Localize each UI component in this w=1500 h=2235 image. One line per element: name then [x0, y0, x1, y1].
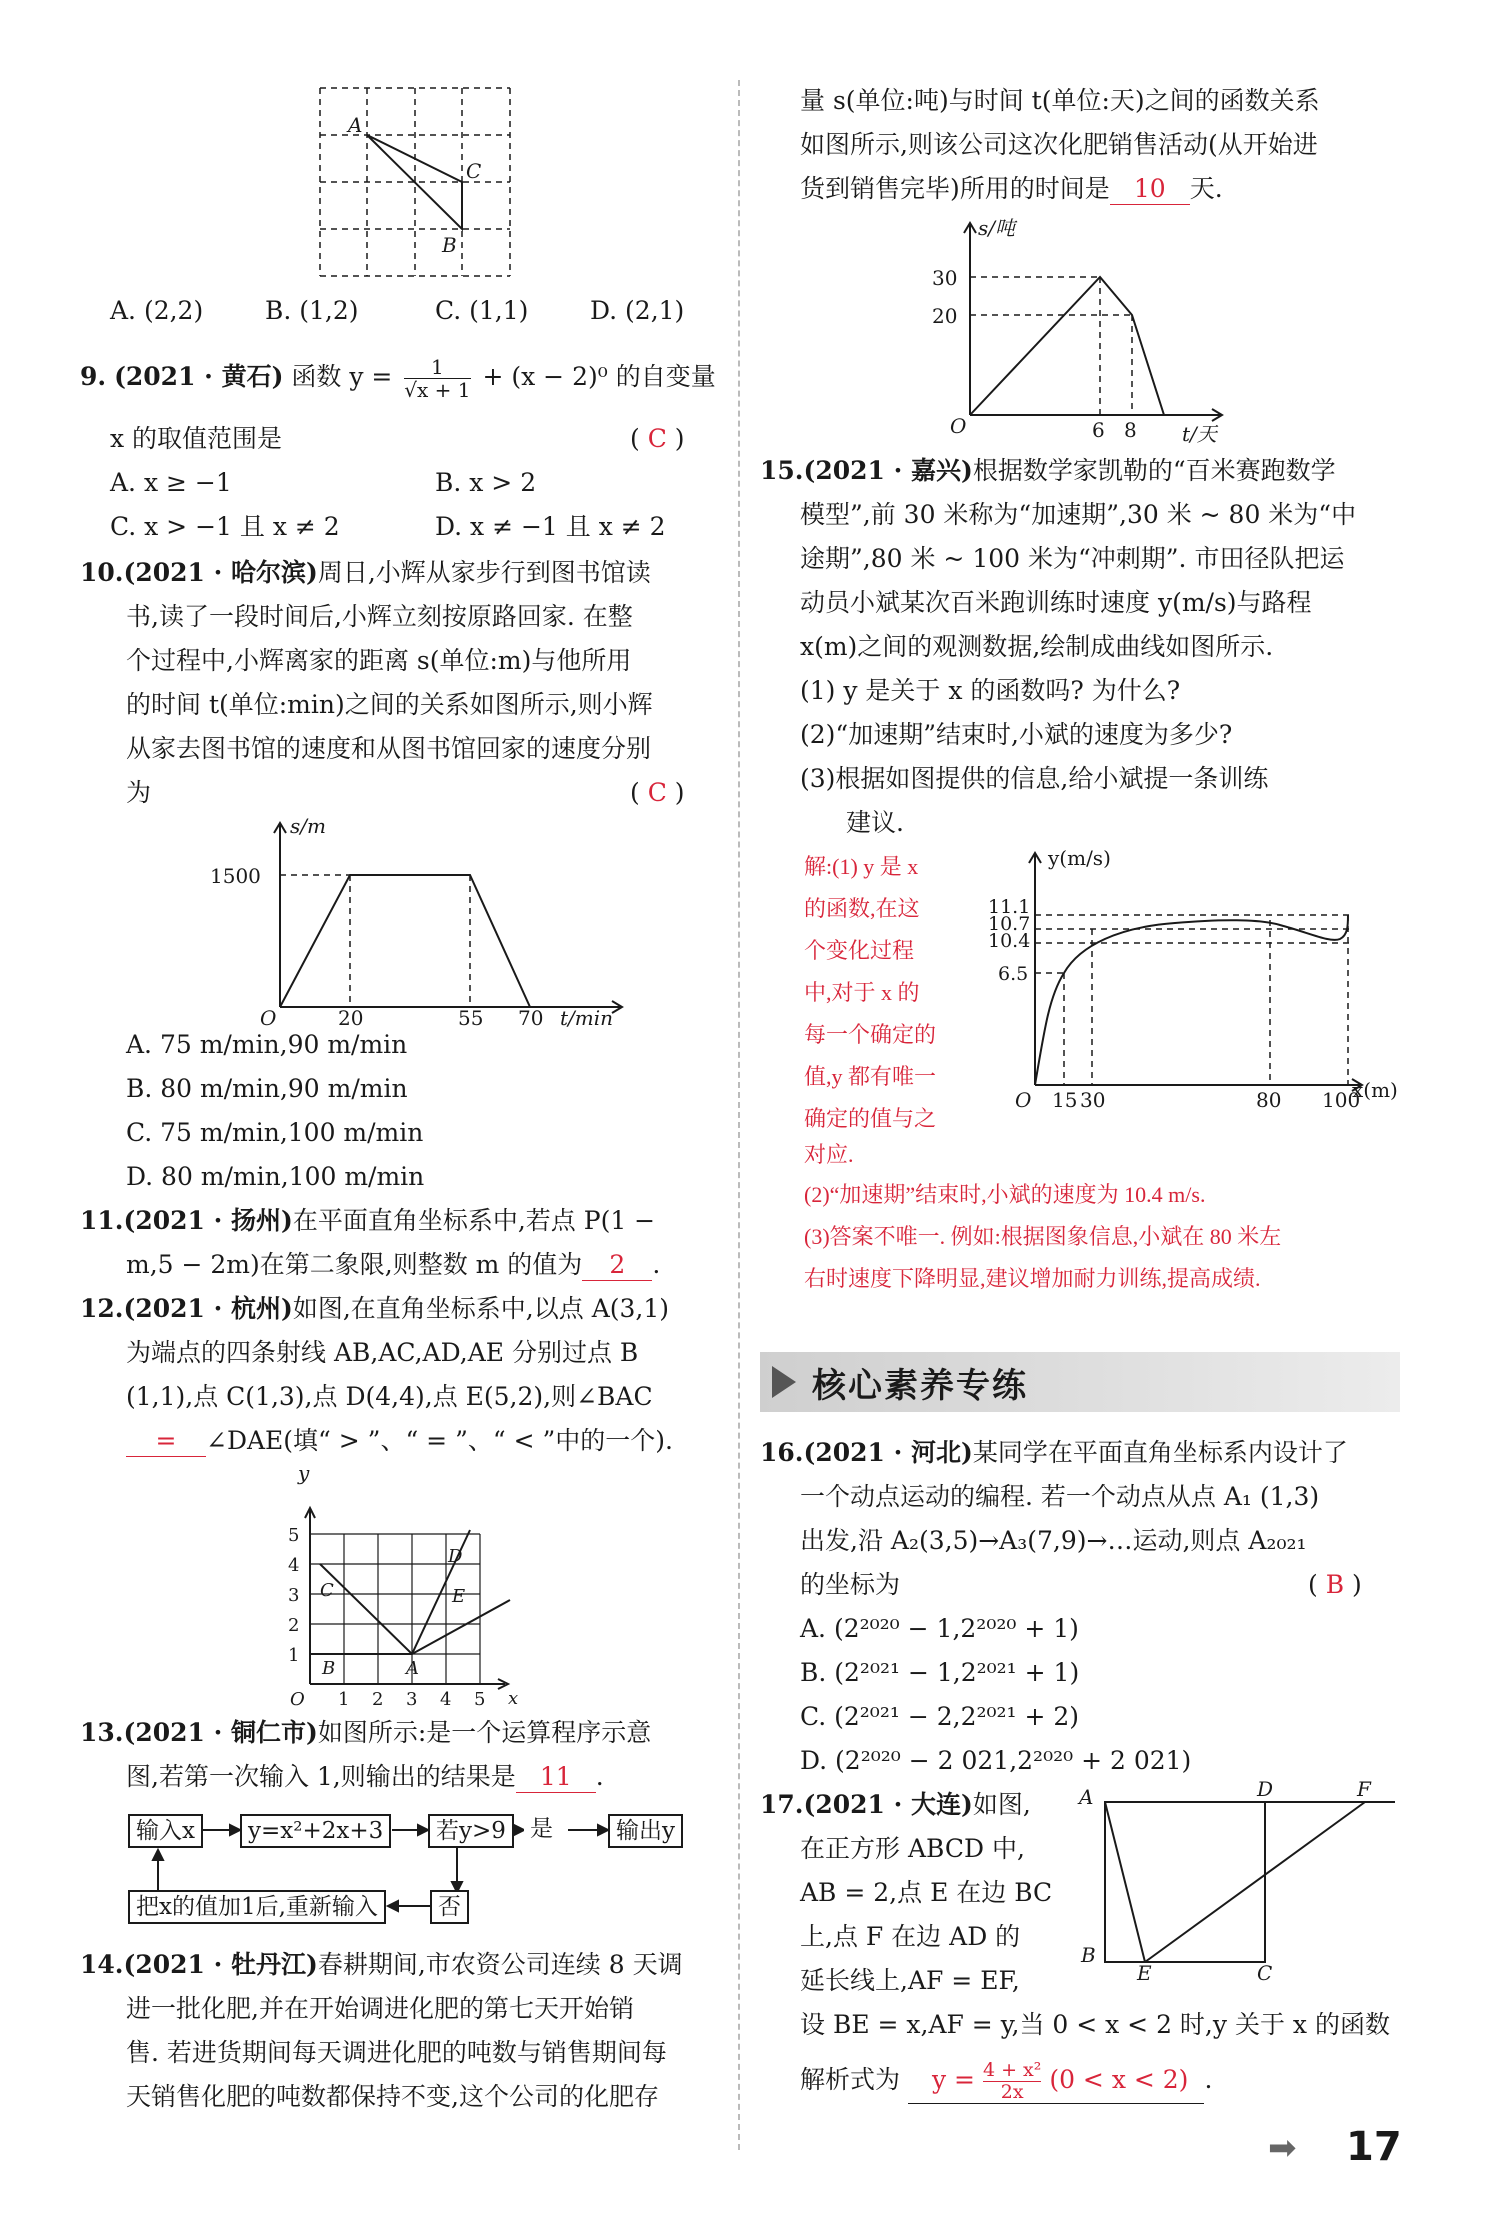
q16-answer-value: B — [1325, 1570, 1345, 1599]
q10-option-d: D. 80 m/min,100 m/min — [126, 1162, 425, 1191]
q15-x-100: 100 — [1322, 1088, 1361, 1112]
q13-text-2: 图,若第一次输入 1,则输出的结果是 — [126, 1762, 516, 1791]
q10-ylabel: s/m — [290, 814, 326, 838]
q16-answer: ( B ) — [1308, 1570, 1362, 1599]
q17-point-f: F — [1357, 1777, 1371, 1801]
q9-option-a: A. x ≥ −1 — [110, 468, 232, 497]
q14-text-6: 如图所示,则该公司这次化肥销售活动(从开始进 — [800, 130, 1318, 159]
q11-line2 — [126, 1250, 660, 1281]
q14-text-3: 售. 若进货期间每天调进化肥的吨数与销售期间每 — [126, 2038, 667, 2067]
q15-sol-3: 个变化过程 — [804, 938, 915, 963]
q14-origin: O — [950, 414, 967, 438]
q17-answer-fraction — [983, 2060, 1041, 2103]
q17-text-3: AB = 2,点 E 在边 BC — [800, 1878, 1053, 1907]
q15-x-15: 15 — [1052, 1088, 1078, 1112]
q12-xtick-4: 4 — [440, 1689, 452, 1710]
q12-point-e: E — [452, 1586, 466, 1607]
q13-flow-no: 否 — [430, 1890, 469, 1924]
q17-point-b: B — [1081, 1943, 1096, 1967]
q8-option-b: B. (1,2) — [265, 296, 359, 325]
q13-answer: 11 — [516, 1762, 596, 1793]
q14-text-4: 天销售化肥的吨数都保持不变,这个公司的化肥存 — [126, 2082, 659, 2111]
q9-frac-den: √x + 1 — [404, 378, 471, 402]
q11-number: 11. — [80, 1206, 124, 1235]
q13-period: . — [595, 1762, 604, 1791]
q13-flow-condition: 若y>9 — [428, 1814, 514, 1848]
q8-point-a: A — [348, 113, 363, 137]
q15-text-2: 模型”,前 30 米称为“加速期”,30 米 ~ 80 米为“中 — [800, 500, 1357, 529]
q10-text-3: 个过程中,小辉离家的距离 s(单位:m)与他所用 — [126, 646, 632, 675]
q11-text-2: m,5 − 2m)在第二象限,则整数 m 的值为 — [126, 1250, 583, 1279]
q9-text-pre: 函数 y = — [291, 362, 393, 391]
q10-answer-value: C — [647, 778, 667, 807]
q10-text-1: 周日,小辉从家步行到图书馆读 — [317, 558, 651, 587]
q10-text-4: 的时间 t(单位:min)之间的关系如图所示,则小辉 — [126, 690, 653, 719]
q15-xlabel: x(m) — [1352, 1078, 1398, 1102]
q15-y-6-5: 6.5 — [998, 963, 1029, 985]
q15-sol-4: 中,对于 x 的 — [804, 980, 920, 1005]
section-play-icon — [772, 1366, 796, 1398]
q15-sol-1: 解:(1) y 是 x — [804, 854, 919, 879]
q16-line1 — [760, 1438, 1348, 1468]
q16-text-1: 某同学在平面直角坐标系内设计了 — [972, 1438, 1348, 1467]
q14-text-1: 春耕期间,市农资公司连续 8 天调 — [317, 1950, 683, 1979]
q15-text-3: 途期”,80 米 ~ 100 米为“冲刺期”. 市田径队把运 — [800, 544, 1345, 573]
q13-number: 13. — [80, 1718, 124, 1747]
q10-source: (2021 · 哈尔滨) — [123, 558, 318, 587]
q13-text-1: 如图所示:是一个运算程序示意 — [317, 1718, 652, 1747]
q13-source: (2021 · 铜仁市) — [123, 1718, 318, 1747]
q17-answer-num: 4 + x² — [982, 2059, 1042, 2081]
q13-flow-input: 输入x — [128, 1814, 203, 1848]
q10-text-2: 书,读了一段时间后,小辉立刻按原路回家. 在整 — [126, 602, 633, 631]
q12-xtick-2: 2 — [372, 1689, 384, 1710]
q11-source: (2021 · 扬州) — [123, 1206, 293, 1235]
q17-point-d: D — [1257, 1777, 1274, 1801]
q10-origin: O — [260, 1006, 277, 1030]
q9-line2: x 的取值范围是 — [110, 424, 283, 453]
q12-answer: = — [126, 1426, 206, 1457]
q12-point-a: A — [406, 1658, 419, 1679]
q17-answer-lhs: y = — [931, 2065, 975, 2094]
q14-text-2: 进一批化肥,并在开始调进化肥的第七天开始销 — [126, 1994, 634, 2023]
q15-text-5: x(m)之间的观测数据,绘制成曲线如图所示. — [800, 632, 1274, 661]
q12-xtick-1: 1 — [338, 1689, 350, 1710]
q17-point-c: C — [1257, 1961, 1273, 1985]
q17-source: (2021 · 大连) — [803, 1790, 973, 1819]
q12-text-2: 为端点的四条射线 AB,AC,AD,AE 分别过点 B — [126, 1338, 639, 1367]
q17-period: . — [1204, 2065, 1213, 2094]
q14-graph — [920, 215, 1240, 445]
q12-ytick-2: 2 — [288, 1615, 300, 1636]
q12-point-b: B — [322, 1658, 336, 1679]
q12-text-3: (1,1),点 C(1,3),点 D(4,4),点 E(5,2),则∠BAC — [126, 1382, 653, 1411]
q15-text-1: 根据数学家凯勒的“百米赛跑数学 — [972, 456, 1336, 485]
q11-text-1: 在平面直角坐标系中,若点 P(1 − — [292, 1206, 656, 1235]
q10-line1 — [80, 558, 651, 588]
q9-line1 — [80, 356, 716, 401]
q17-point-a: A — [1079, 1785, 1094, 1809]
column-divider — [738, 80, 740, 2150]
q15-ylabel: y(m/s) — [1048, 846, 1111, 870]
q8-point-b: B — [442, 233, 457, 257]
q17-answer-cond: (0 < x < 2) — [1049, 2065, 1189, 2094]
q16-text-3: 出发,沿 A₂(3,5)→A₃(7,9)→…运动,则点 A₂₀₂₁ — [800, 1526, 1307, 1555]
q17-figure — [1075, 1777, 1405, 1985]
q9-frac-num: 1 — [404, 356, 470, 379]
q12-ytick-5: 5 — [288, 1525, 300, 1546]
q15-graph — [980, 845, 1400, 1115]
q12-origin: O — [290, 1689, 305, 1710]
q12-xtick-5: 5 — [474, 1689, 486, 1710]
q10-x-70: 70 — [518, 1006, 544, 1030]
q8-grid-figure — [300, 80, 530, 290]
q12-ytick-4: 4 — [288, 1555, 300, 1576]
q12-ylabel: y — [298, 1461, 310, 1485]
q17-text-7: 解析式为 — [800, 2065, 901, 2094]
q15-number: 15. — [760, 456, 804, 485]
q10-option-b: B. 80 m/min,90 m/min — [126, 1074, 408, 1103]
q17-text-1: 如图, — [972, 1790, 1031, 1819]
q9-option-c: C. x > −1 且 x ≠ 2 — [110, 512, 340, 541]
section-title: 核心素养专练 — [812, 1366, 1028, 1406]
q15-sol-part3b: 右时速度下降明显,建议增加耐力训练,提高成绩. — [804, 1266, 1261, 1291]
q12-graph — [270, 1460, 530, 1710]
q14-answer: 10 — [1110, 174, 1190, 205]
q15-sol-8: 对应. — [804, 1142, 854, 1167]
q13-flow-yes: 是 — [524, 1814, 559, 1844]
q12-point-c: C — [320, 1580, 334, 1601]
q15-text-4: 动员小斌某次百米跑训练时速度 y(m/s)与路程 — [800, 588, 1312, 617]
q10-y-1500: 1500 — [210, 864, 261, 888]
q9-source: (2021 · 黄石) — [114, 362, 284, 391]
q14-text-8: 天. — [1189, 174, 1223, 203]
q14-xlabel: t/天 — [1182, 422, 1217, 446]
q16-option-b: B. (2²⁰²¹ − 1,2²⁰²¹ + 1) — [800, 1658, 1080, 1687]
page-number: 17 — [1346, 2124, 1402, 2170]
q15-source: (2021 · 嘉兴) — [803, 456, 973, 485]
q11-line1 — [80, 1206, 655, 1236]
q14-line1 — [80, 1950, 683, 1980]
q15-sub-2: (2)“加速期”结束时,小斌的速度为多少? — [800, 720, 1233, 749]
q14-source: (2021 · 牡丹江) — [123, 1950, 318, 1979]
q15-y-10-4: 10.4 — [988, 930, 1031, 952]
q10-x-20: 20 — [338, 1006, 364, 1030]
q9-answer: ( C ) — [630, 424, 685, 453]
q9-option-d: D. x ≠ −1 且 x ≠ 2 — [435, 512, 666, 541]
q16-source: (2021 · 河北) — [803, 1438, 973, 1467]
q13-line2 — [126, 1762, 604, 1793]
q16-option-c: C. (2²⁰²¹ − 2,2²⁰²¹ + 2) — [800, 1702, 1080, 1731]
q10-graph — [210, 814, 640, 1030]
q10-xlabel: t/min — [560, 1006, 614, 1030]
q15-sol-part2: (2)“加速期”结束时,小斌的速度为 10.4 m/s. — [804, 1182, 1206, 1207]
q14-y-20: 20 — [932, 304, 958, 328]
q10-number: 10. — [80, 558, 124, 587]
q15-sol-5: 每一个确定的 — [804, 1022, 937, 1047]
q12-line4 — [126, 1426, 673, 1457]
q13-flow-output: 输出y — [608, 1814, 683, 1848]
q17-text-5: 延长线上,AF = EF, — [800, 1966, 1020, 1995]
q14-number: 14. — [80, 1950, 124, 1979]
q11-period: . — [652, 1250, 661, 1279]
q12-xtick-3: 3 — [406, 1689, 418, 1710]
q14-ylabel: s/吨 — [978, 216, 1016, 240]
q14-text-7: 货到销售完毕)所用的时间是 — [800, 174, 1110, 203]
q10-text-6: 为 — [126, 778, 152, 807]
q16-text-4: 的坐标为 — [800, 1570, 901, 1599]
q12-ytick-3: 3 — [288, 1585, 300, 1606]
q10-option-c: C. 75 m/min,100 m/min — [126, 1118, 424, 1147]
q13-line1 — [80, 1718, 651, 1748]
q12-ytick-1: 1 — [288, 1645, 300, 1666]
q14-line-last — [800, 174, 1223, 205]
q17-text-2: 在正方形 ABCD 中, — [800, 1834, 1025, 1863]
q12-xlabel: x — [508, 1688, 519, 1709]
q10-x-55: 55 — [458, 1006, 484, 1030]
q11-answer: 2 — [582, 1250, 652, 1281]
q9-fraction — [404, 356, 470, 401]
q10-text-5: 从家去图书馆的速度和从图书馆回家的速度分别 — [126, 734, 652, 763]
q17-answer — [908, 2060, 1204, 2104]
q16-number: 16. — [760, 1438, 804, 1467]
q9-option-b: B. x > 2 — [435, 468, 537, 497]
q12-number: 12. — [80, 1294, 124, 1323]
q12-source: (2021 · 杭州) — [123, 1294, 293, 1323]
q13-flow-formula: y=x²+2x+3 — [240, 1814, 391, 1848]
q15-sol-2: 的函数,在这 — [804, 896, 920, 921]
q8-option-a: A. (2,2) — [110, 296, 204, 325]
q15-sol-6: 值,y 都有唯一 — [804, 1064, 937, 1089]
q9-answer-value: C — [647, 424, 667, 453]
q17-number: 17. — [760, 1790, 804, 1819]
q12-point-d: D — [448, 1546, 463, 1567]
q17-answer-den: 2x — [1000, 2081, 1024, 2103]
q16-option-d: D. (2²⁰²⁰ − 2 021,2²⁰²⁰ + 2 021) — [800, 1746, 1192, 1775]
q8-option-c: C. (1,1) — [435, 296, 529, 325]
q15-sub-3: (3)根据如图提供的信息,给小斌提一条训练 — [800, 764, 1269, 793]
q14-x-8: 8 — [1124, 418, 1137, 442]
q15-sub-1: (1) y 是关于 x 的函数吗? 为什么? — [800, 676, 1181, 705]
q15-x-80: 80 — [1256, 1088, 1282, 1112]
q8-option-d: D. (2,1) — [590, 296, 685, 325]
q10-option-a: A. 75 m/min,90 m/min — [126, 1030, 408, 1059]
q14-x-6: 6 — [1092, 418, 1105, 442]
q8-point-c: C — [466, 159, 482, 183]
q15-sol-7: 确定的值与之 — [804, 1106, 937, 1131]
q12-text-4: ∠DAE(填“ > ”、“ = ”、“ < ”中的一个). — [206, 1426, 673, 1455]
q16-text-2: 一个动点运动的编程. 若一个动点从点 A₁ (1,3) — [800, 1482, 1320, 1511]
q14-text-5: 量 s(单位:吨)与时间 t(单位:天)之间的函数关系 — [800, 86, 1320, 115]
q17-text-6: 设 BE = x,AF = y,当 0 < x < 2 时,y 关于 x 的函数 — [800, 2010, 1390, 2039]
q16-option-a: A. (2²⁰²⁰ − 1,2²⁰²⁰ + 1) — [800, 1614, 1079, 1643]
q15-sub-4: 建议. — [846, 808, 904, 837]
q17-line1 — [760, 1790, 1031, 1820]
q17-text-4: 上,点 F 在边 AD 的 — [800, 1922, 1021, 1951]
q15-line1 — [760, 456, 1336, 486]
q17-line7 — [800, 2060, 1212, 2104]
q14-y-30: 30 — [932, 266, 958, 290]
q15-y-10-7: 10.7 — [988, 913, 1031, 935]
q9-number: 9. — [80, 362, 107, 391]
page-arrow-icon: ➡ — [1268, 2128, 1297, 2168]
q10-answer: ( C ) — [630, 778, 685, 807]
q9-text-post: + (x − 2)⁰ 的自变量 — [482, 362, 716, 391]
q15-y-11-1: 11.1 — [988, 896, 1031, 918]
q17-point-e: E — [1137, 1961, 1152, 1985]
q12-line1 — [80, 1294, 669, 1324]
q15-origin: O — [1015, 1088, 1032, 1112]
q15-sol-part3a: (3)答案不唯一. 例如:根据图象信息,小斌在 80 米左 — [804, 1224, 1282, 1249]
q12-text-1: 如图,在直角坐标系中,以点 A(3,1) — [292, 1294, 670, 1323]
q15-x-30: 30 — [1080, 1088, 1106, 1112]
q13-flow-redo: 把x的值加1后,重新输入 — [128, 1890, 386, 1924]
